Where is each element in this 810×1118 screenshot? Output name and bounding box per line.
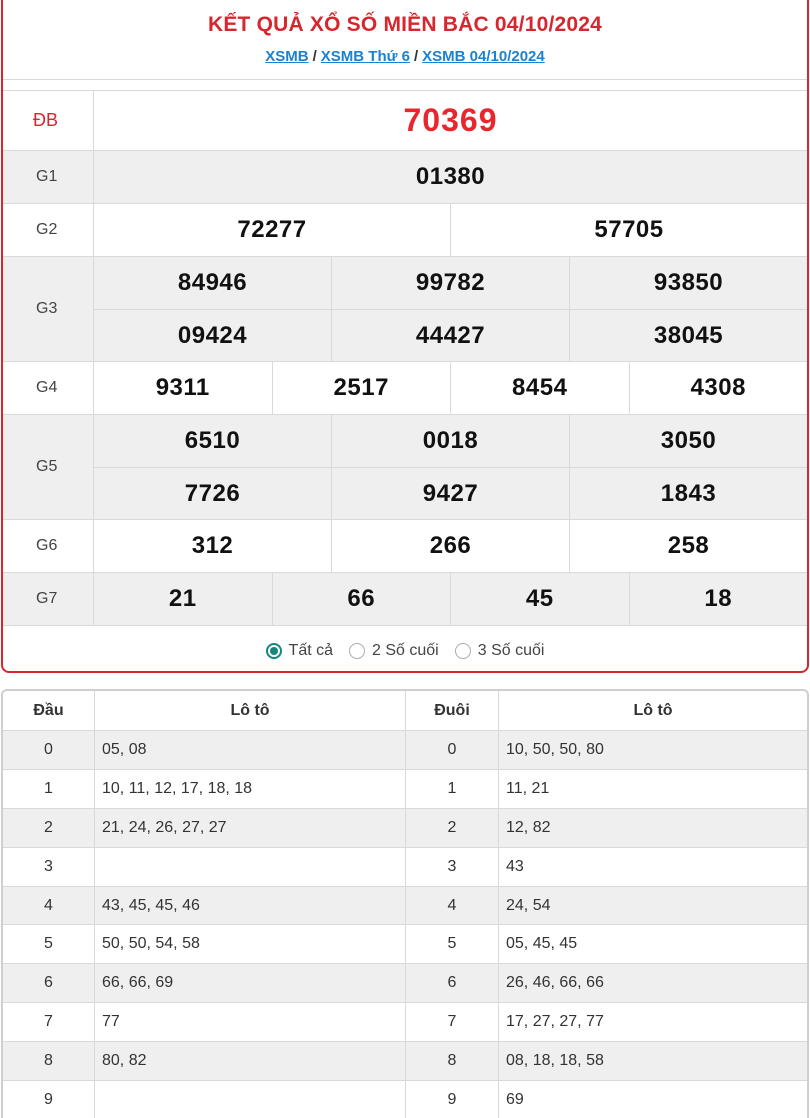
duoi-loto-list: 08, 18, 18, 58 (506, 1052, 604, 1070)
loto-table (1, 689, 809, 1118)
dau-digit: 0 (3, 731, 95, 769)
prize-row-db (3, 91, 807, 151)
special-prize-number: 70369 (403, 102, 498, 138)
dau-loto-list: 80, 82 (95, 1042, 406, 1080)
prize-label-g5: G5 (3, 415, 94, 519)
dau-loto-list: 10, 11, 12, 17, 18, 18 (95, 770, 406, 808)
duoi-digit: 8 (406, 1042, 499, 1080)
prize-row-g5 (3, 415, 807, 520)
prize-number: 9311 (155, 374, 210, 401)
prize-number: 72277 (237, 216, 307, 243)
dau-loto-list: 43, 45, 45, 46 (95, 887, 406, 925)
prize-row-g3 (3, 257, 807, 362)
duoi-loto-list: 69 (506, 1090, 524, 1108)
prize-row-g6 (3, 520, 807, 573)
prize-number: 258 (569, 520, 807, 572)
prize-number: 93850 (569, 257, 807, 309)
duoi-loto-list: 17, 27, 27, 77 (506, 1013, 604, 1031)
prize-number: 01380 (415, 163, 486, 190)
duoi-digit: 2 (406, 809, 499, 847)
prize-number: 266 (331, 520, 569, 572)
duoi-loto-list: 05, 45, 45 (506, 935, 578, 953)
duoi-digit: 9 (406, 1081, 499, 1118)
header-duoi: Đuôi (406, 691, 499, 730)
prize-number: 7726 (184, 479, 241, 507)
table-row (3, 1003, 807, 1042)
prize-number: 66 (272, 573, 451, 625)
duoi-loto-list: 12, 82 (506, 818, 551, 836)
prize-number: 84946 (177, 269, 248, 296)
prize-number: 18 (629, 573, 808, 625)
radio-checked-icon[interactable] (266, 643, 282, 659)
table-row (3, 964, 807, 1003)
prize-label-g1: G1 (3, 151, 94, 203)
dau-loto-list (95, 1081, 406, 1118)
dau-digit: 2 (3, 809, 95, 847)
header-loto-dau: Lô tô (95, 691, 406, 730)
loto-table-body (3, 731, 807, 1118)
prize-row-g4 (3, 362, 807, 415)
prize-table (3, 90, 807, 626)
duoi-digit: 5 (406, 925, 499, 963)
prize-label-g3: G3 (3, 257, 94, 361)
prize-label-g7: G7 (3, 573, 94, 625)
prize-label-db: ĐB (3, 91, 94, 150)
breadcrumb-separator: / (312, 48, 317, 65)
radio-unchecked-icon[interactable] (455, 643, 471, 659)
duoi-loto-list: 43 (506, 857, 524, 875)
dau-digit: 7 (3, 1003, 95, 1041)
prize-row-g1 (3, 151, 807, 204)
radio-unchecked-icon[interactable] (349, 643, 365, 659)
prize-label-g6: G6 (3, 520, 94, 572)
prize-number: 38045 (569, 310, 807, 361)
table-row (3, 1042, 807, 1081)
prize-number: 2517 (272, 362, 451, 414)
prize-number: 0018 (331, 415, 569, 467)
prize-number: 312 (191, 532, 234, 559)
filter-last-3-label: 3 Số cuối (477, 642, 545, 659)
dau-loto-list: 05, 08 (95, 731, 406, 769)
table-row (3, 731, 807, 770)
duoi-digit: 6 (406, 964, 499, 1002)
filter-last-3-option[interactable] (455, 642, 545, 660)
prize-number: 99782 (331, 257, 569, 309)
duoi-digit: 3 (406, 848, 499, 886)
table-row (3, 887, 807, 926)
prize-number: 57705 (450, 204, 807, 256)
dau-loto-list: 50, 50, 54, 58 (95, 925, 406, 963)
prize-number: 4308 (629, 362, 808, 414)
prize-number: 9427 (331, 468, 569, 519)
dau-loto-list (95, 848, 406, 886)
table-row (3, 1081, 807, 1118)
table-row (3, 925, 807, 964)
prize-label-g2: G2 (3, 204, 94, 256)
results-panel (1, 0, 809, 673)
dau-digit: 3 (3, 848, 95, 886)
header-dau: Đầu (3, 691, 95, 730)
filter-all-option[interactable] (266, 642, 333, 660)
dau-loto-list: 66, 66, 69 (95, 964, 406, 1002)
dau-digit: 5 (3, 925, 95, 963)
duoi-digit: 7 (406, 1003, 499, 1041)
duoi-loto-list: 26, 46, 66, 66 (506, 974, 604, 992)
table-row (3, 770, 807, 809)
duoi-digit: 1 (406, 770, 499, 808)
prize-number: 1843 (569, 468, 807, 519)
table-row (3, 848, 807, 887)
table-row (3, 809, 807, 848)
duoi-digit: 0 (406, 731, 499, 769)
dau-digit: 4 (3, 887, 95, 925)
prize-number: 45 (450, 573, 629, 625)
prize-number: 09424 (177, 321, 248, 349)
dau-digit: 8 (3, 1042, 95, 1080)
filter-last-2-label: 2 Số cuối (372, 642, 439, 659)
duoi-digit: 4 (406, 887, 499, 925)
prize-number: 44427 (331, 310, 569, 361)
filter-all-label: Tất cả (288, 642, 334, 659)
loto-table-header (3, 691, 807, 731)
prize-number: 6510 (184, 427, 241, 454)
prize-label-g4: G4 (3, 362, 94, 414)
prize-number: 21 (168, 585, 197, 612)
breadcrumb (3, 48, 807, 65)
prize-number: 3050 (569, 415, 807, 467)
page-title: KẾT QUẢ XỔ SỐ MIỀN BẮC 04/10/2024 (207, 13, 603, 36)
dau-digit: 9 (3, 1081, 95, 1118)
breadcrumb-separator: / (413, 48, 419, 65)
breadcrumb-xsmb-date-link[interactable]: XSMB 04/10/2024 (422, 48, 545, 65)
dau-digit: 6 (3, 964, 95, 1002)
breadcrumb-xsmb-thu6-link[interactable]: XSMB Thứ 6 (320, 48, 410, 65)
results-header (3, 0, 807, 80)
duoi-loto-list: 24, 54 (506, 896, 551, 914)
prize-row-g7 (3, 573, 807, 626)
header-loto-duoi: Lô tô (633, 701, 673, 719)
dau-digit: 1 (3, 770, 95, 808)
prize-row-g2 (3, 204, 807, 257)
digit-filter (3, 626, 807, 673)
duoi-loto-list: 10, 50, 50, 80 (506, 740, 604, 758)
breadcrumb-xsmb-link[interactable]: XSMB (265, 48, 309, 65)
filter-last-2-option[interactable] (349, 642, 439, 660)
prize-number: 8454 (450, 362, 629, 414)
dau-loto-list: 21, 24, 26, 27, 27 (95, 809, 406, 847)
duoi-loto-list: 11, 21 (506, 779, 550, 797)
dau-loto-list: 77 (95, 1003, 406, 1041)
